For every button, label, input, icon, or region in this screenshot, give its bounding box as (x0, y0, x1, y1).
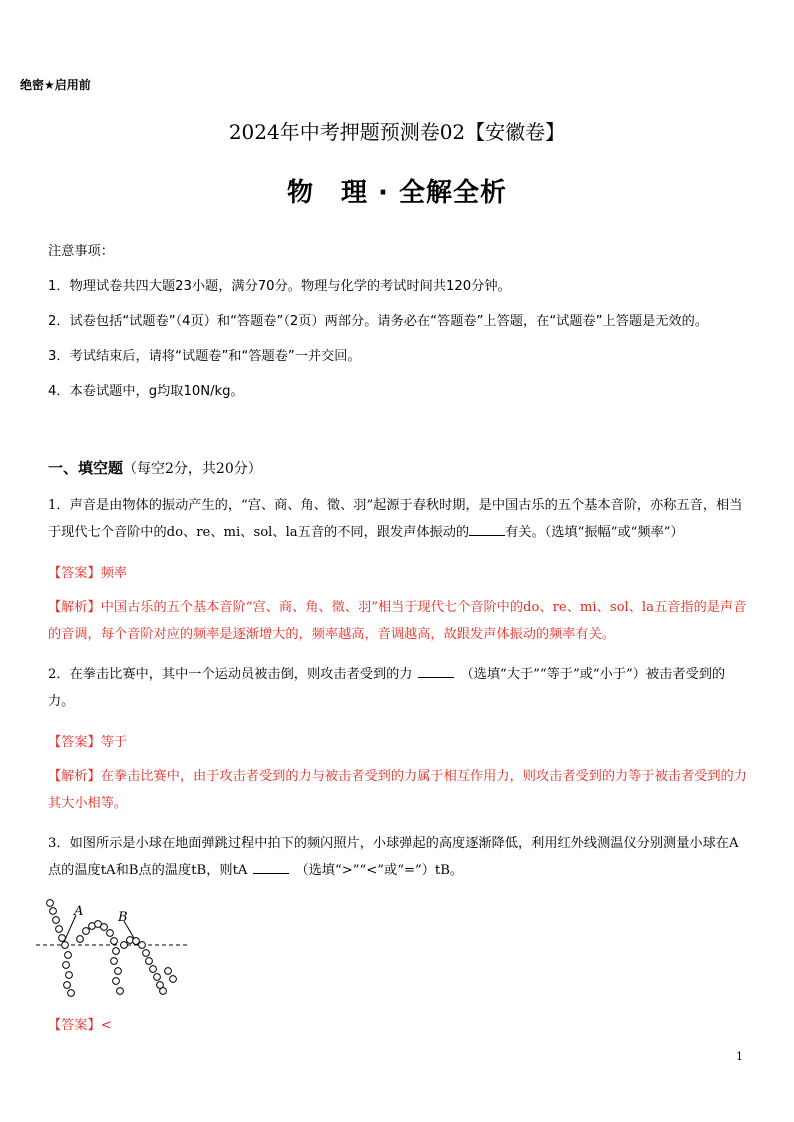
section-note: （每空2分，共20分） (123, 461, 262, 477)
answer-text: < (100, 1018, 112, 1033)
label-b: B (118, 910, 128, 925)
question-stem: 3．如图所示是小球在地面弹跳过程中拍下的频闪照片，小球弹起的高度逐渐降低，利用红外线测温仪分别测量小球在A点的温度tA和B点的温度tB，则tA (48, 836, 739, 878)
notice-item-2: 2．试卷包括“试题卷”（4页）和“答题卷”（2页）两部分。请务必在“答题卷”上答题，在“试题卷”上答题是无效的。 (48, 314, 709, 329)
answer-2 (48, 729, 748, 756)
analysis-label: 【解析】 (48, 600, 101, 615)
answer-3 (48, 1012, 748, 1039)
answer-label: 【答案】 (48, 735, 101, 750)
notice-heading: 注意事项： (48, 244, 114, 259)
answer-text: 等于 (100, 735, 128, 750)
question-stem-tail: （选填“大于”“等于”或“小于”）被击者受到的力。 (48, 667, 726, 709)
bouncing-ball-figure (36, 893, 206, 1003)
analysis-label: 【解析】 (48, 769, 101, 784)
answer-blank (469, 523, 505, 536)
notice-item-4: 4．本卷试题中，g均取10N/kg。 (48, 384, 244, 399)
question-stem-tail: （选填“>”“<”或“=”）tB。 (295, 863, 464, 878)
analysis-2 (48, 763, 748, 817)
exam-title: 2024年中考押题预测卷02【安徽卷】 (228, 120, 566, 144)
pointer-a (64, 915, 76, 942)
section-title: 一、填空题 (48, 459, 124, 477)
label-a: A (74, 904, 84, 919)
answer-1 (48, 560, 748, 587)
notice-item-3: 3．考试结束后，请将“试题卷”和“答题卷”一并交回。 (48, 349, 361, 364)
question-stem: 1．声音是由物体的振动产生的，“宫、商、角、徵、羽”起源于春秋时期，是中国古乐的五个基本音阶，亦称五音，相当于现代七个音阶中的do、re、mi、sol、la五音的不同，跟发声体振动的 (48, 498, 743, 540)
exam-subtitle: 物 理 · 全解全析 (287, 178, 507, 208)
notice-item-1: 1．物理试卷共四大题23小题，满分70分。物理与化学的考试时间共120分钟。 (48, 279, 511, 294)
question-3 (48, 830, 748, 884)
section-heading (48, 455, 748, 483)
question-2 (48, 661, 748, 715)
analysis-text: 在拳击比赛中，由于攻击者受到的力与被击者受到的力属于相互作用力，则攻击者受到的力等于被击者受到的力其大小相等。 (48, 769, 747, 811)
answer-blank (418, 665, 454, 678)
question-1 (48, 492, 748, 546)
analysis-1 (48, 594, 748, 648)
ball-positions (47, 900, 177, 997)
answer-blank (253, 861, 289, 874)
answer-text: 频率 (100, 566, 128, 581)
confidential-mark: 绝密★启用前 (20, 78, 91, 92)
analysis-text: 中国古乐的五个基本音阶“宫、商、角、徵、羽”相当于现代七个音阶中的do、re、mi、sol、la五音指的是声音的音调，每个音阶对应的频率是逐渐增大的，频率越高，音调越高，故跟发声体振动的频率有关。 (48, 600, 747, 642)
answer-label: 【答案】 (48, 1018, 101, 1033)
question-stem: 2．在拳击比赛中，其中一个运动员被击倒，则攻击者受到的力 (48, 667, 413, 682)
page-number: 1 (736, 1050, 743, 1063)
notice-block (48, 238, 748, 405)
answer-label: 【答案】 (48, 566, 101, 581)
question-stem-tail: 有关。（选填“振幅”或“频率”） (505, 525, 684, 540)
